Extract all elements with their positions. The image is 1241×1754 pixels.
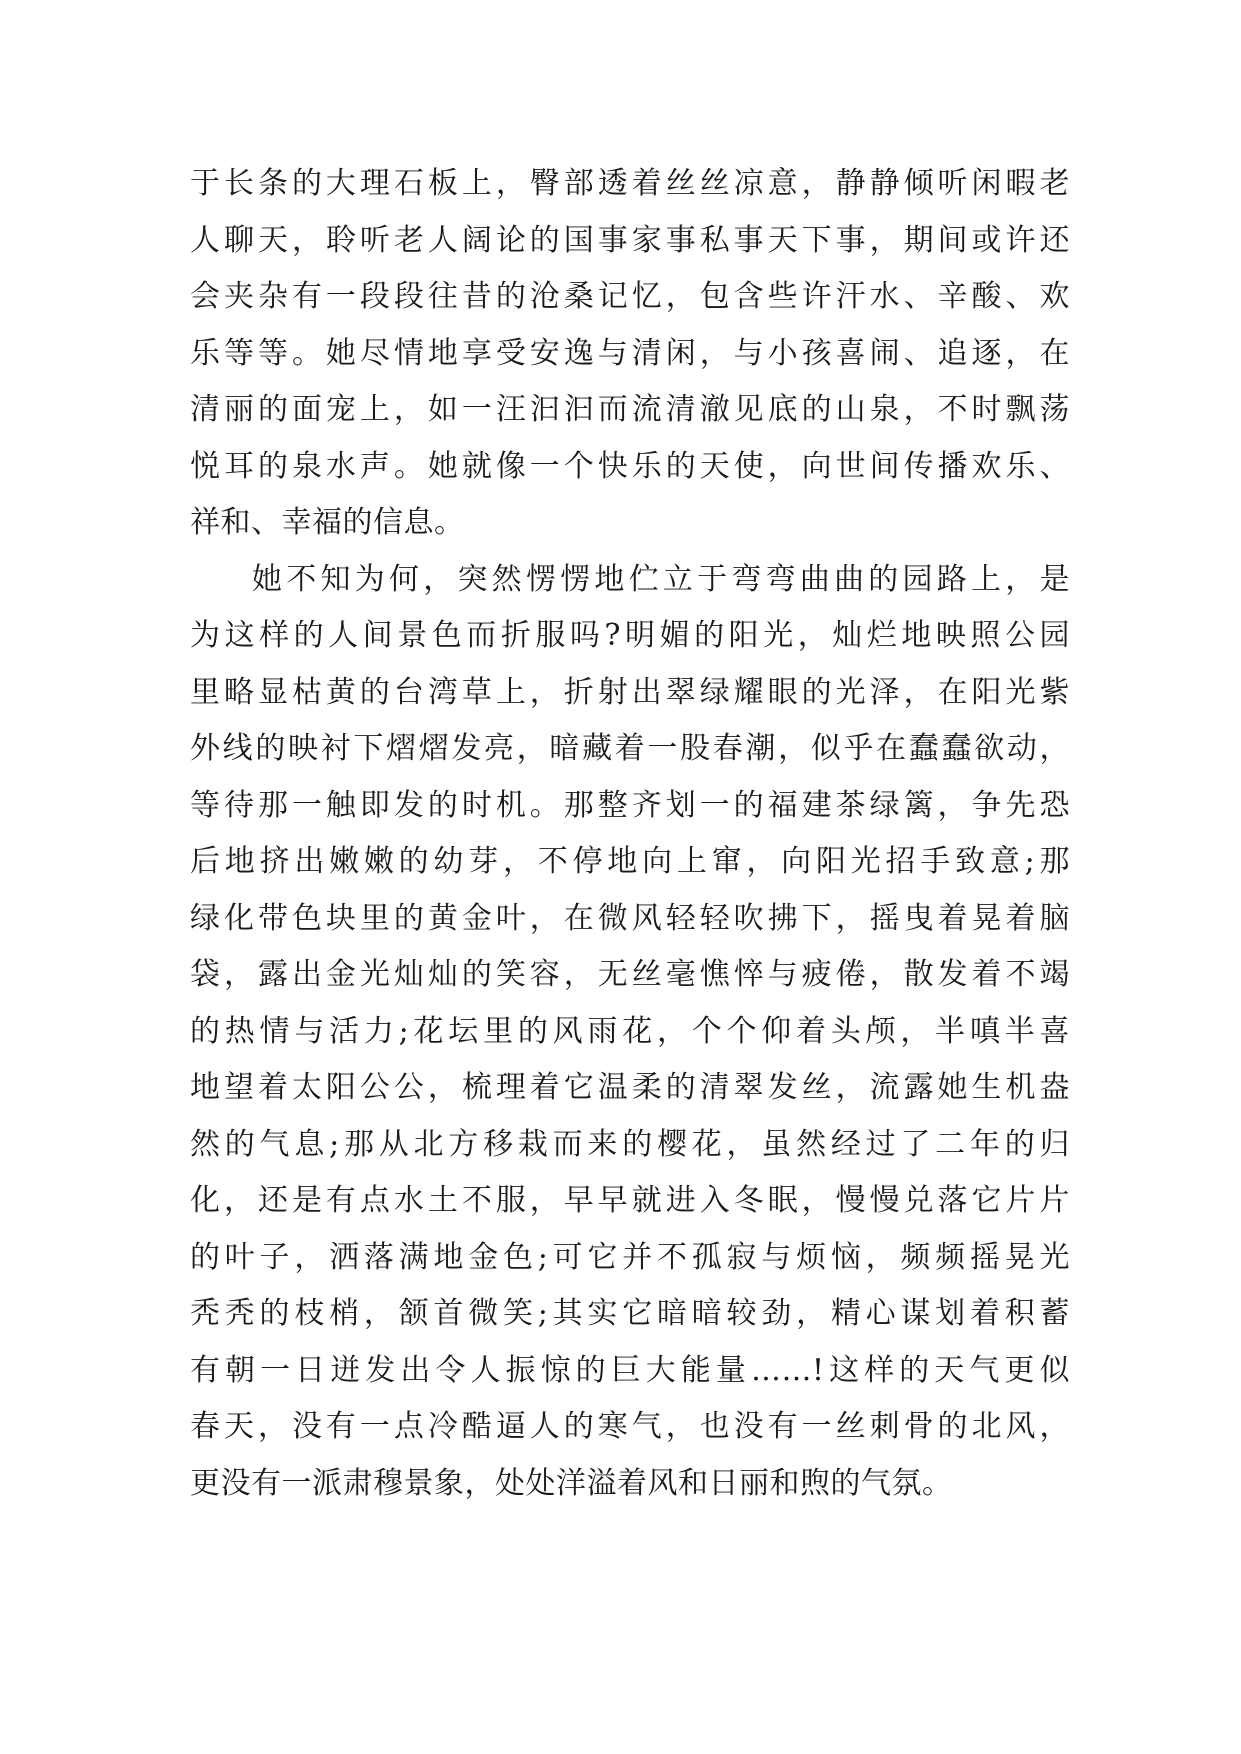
- text-line: 乐等等。她尽情地享受安逸与清闲，与小孩喜闹、追逐，在: [190, 335, 1070, 371]
- text-line: 外线的映衬下熠熠发亮，暗藏着一股春潮，似乎在蠢蠢欲动，: [190, 731, 1070, 766]
- document-body: [190, 156, 1070, 1512]
- text-line: 有朝一日迸发出令人振惊的巨大能量……!这样的天气更似: [190, 1352, 1070, 1388]
- paragraph-1: [190, 156, 1070, 552]
- text-line: 后地挤出嫩嫩的幼芽，不停地向上窜，向阳光招手致意;那: [190, 844, 1070, 879]
- text-line: 悦耳的泉水声。她就像一个快乐的天使，向世间传播欢乐、: [190, 448, 1070, 484]
- text-line: 清丽的面宠上，如一汪汩汩而流清澈见底的山泉，不时飘荡: [190, 392, 1070, 427]
- paragraph-2: [190, 552, 1070, 1513]
- text-line: 等待那一触即发的时机。那整齐划一的福建茶绿篱，争先恐: [190, 787, 1070, 823]
- text-line: 会夹杂有一段段往昔的沧桑记忆，包含些许汗水、辛酸、欢: [190, 279, 1070, 314]
- text-line: 她不知为何，突然愣愣地伫立于弯弯曲曲的园路上，是: [252, 561, 1070, 597]
- text-line: 绿化带色块里的黄金叶，在微风轻轻吹拂下，摇曳着晃着脑: [190, 900, 1070, 936]
- text-line: 更没有一派肃穆景象，处处洋溢着风和日丽和煦的气氛。: [190, 1465, 953, 1501]
- text-line: 于长条的大理石板上，臀部透着丝丝凉意，静静倾听闲暇老: [190, 166, 1070, 201]
- text-line: 为这样的人间景色而折服吗?明媚的阳光，灿烂地映照公园: [190, 618, 1070, 653]
- text-line: 的热情与活力;花坛里的风雨花，个个仰着头颅，半嗔半喜: [190, 1013, 1070, 1049]
- text-line: 然的气息;那从北方移栽而来的樱花，虽然经过了二年的归: [190, 1126, 1070, 1162]
- text-line: 秃秃的枝梢，颔首微笑;其实它暗暗较劲，精心谋划着积蓄: [190, 1296, 1070, 1331]
- text-line: 袋，露出金光灿灿的笑容，无丝毫憔悴与疲倦，散发着不竭: [190, 957, 1070, 992]
- text-line: 的叶子，洒落满地金色;可它并不孤寂与烦恼，频频摇晃光: [190, 1239, 1070, 1275]
- text-line: 人聊天，聆听老人阔论的国事家事私事天下事，期间或许还: [190, 222, 1070, 258]
- text-line: 春天，没有一点冷酷逼人的寒气，也没有一丝刺骨的北风，: [190, 1409, 1070, 1444]
- text-line: 祥和、幸福的信息。: [190, 505, 465, 540]
- text-line: 地望着太阳公公，梳理着它温柔的清翠发丝，流露她生机盎: [190, 1070, 1070, 1105]
- text-line: 里略显枯黄的台湾草上，折射出翠绿耀眼的光泽，在阳光紫: [190, 674, 1070, 710]
- text-line: 化，还是有点水土不服，早早就进入冬眠，慢慢兑落它片片: [190, 1183, 1070, 1218]
